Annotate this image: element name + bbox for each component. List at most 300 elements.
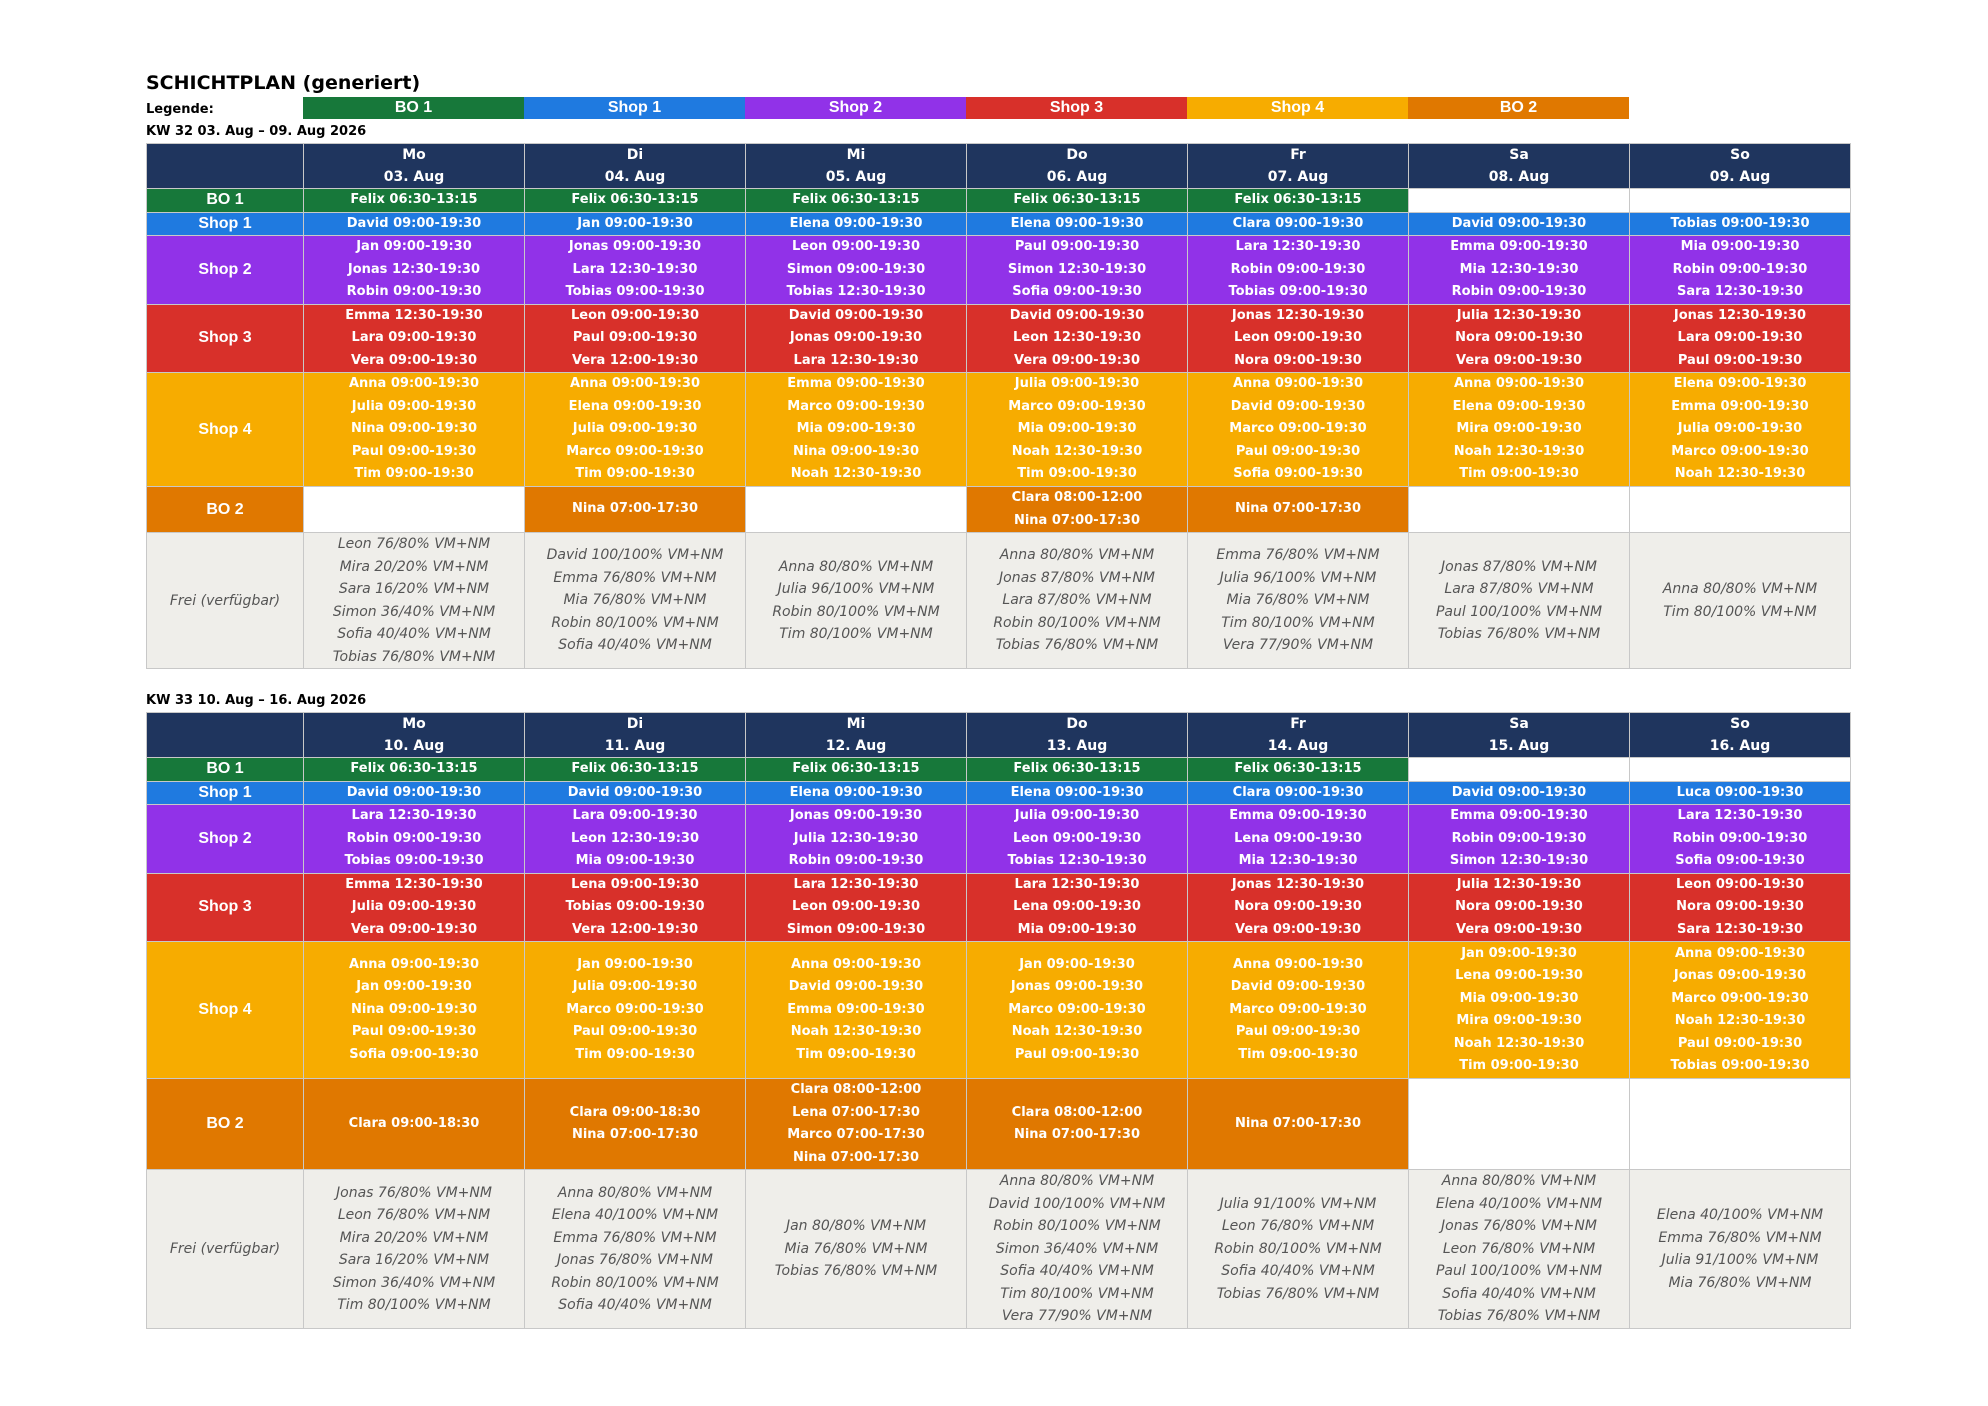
shift-entry: Vera 12:00-19:30	[571, 352, 699, 368]
availability-entry: Leon 76/80% VM+NM	[337, 1207, 491, 1223]
shift-cell	[525, 236, 746, 305]
shift-entry: Tim 09:00-19:30	[1238, 1046, 1358, 1062]
shift-cell	[1630, 781, 1851, 805]
shift-entry: Felix 06:30-13:15	[792, 192, 920, 207]
shift-entry: Lena 09:00-19:30	[1013, 899, 1141, 914]
shift-cell	[746, 805, 967, 874]
day-name: So	[1730, 147, 1750, 163]
shift-row-shop2	[147, 805, 1851, 874]
shift-entry: Robin 09:00-19:30	[1451, 830, 1587, 846]
shift-row-bo1	[147, 758, 1851, 782]
day-date: 16. Aug	[1709, 738, 1771, 754]
shift-entry: Tobias 09:00-19:30	[1670, 1058, 1810, 1073]
shift-cell	[304, 781, 525, 805]
shift-entry: Paul 09:00-19:30	[351, 1024, 477, 1040]
shift-entry: Paul 09:00-19:30	[351, 443, 477, 459]
day-date: 06. Aug	[1046, 169, 1108, 185]
day-date: 13. Aug	[1046, 738, 1108, 754]
shift-cell	[967, 189, 1188, 213]
shift-entry: Jan 09:00-19:30	[356, 239, 472, 254]
shift-entry: Sofia 09:00-19:30	[1233, 466, 1363, 482]
availability-entry: Lara 87/80% VM+NM	[1444, 581, 1594, 597]
shift-cell	[1630, 942, 1851, 1079]
shift-entry: Robin 09:00-19:30	[346, 284, 482, 299]
shift-entry: Nina 07:00-17:30	[571, 1127, 699, 1142]
shift-entry: Julia 09:00-19:30	[1677, 421, 1803, 437]
availability-entry: Julia 96/100% VM+NM	[1219, 569, 1377, 586]
shift-entry: Tobias 09:00-19:30	[1228, 284, 1368, 299]
shift-cell	[1188, 781, 1409, 805]
shift-entry: Julia 09:00-19:30	[1014, 376, 1140, 392]
availability-entry: Mia 76/80% VM+NM	[1668, 1274, 1812, 1291]
shift-entry: Marco 09:00-19:30	[787, 398, 925, 414]
availability-entry: Anna 80/80% VM+NM	[1662, 581, 1818, 597]
legend-item-shop4: Shop 4	[1187, 97, 1408, 119]
shift-entry: Marco 09:00-19:30	[1229, 421, 1367, 437]
shift-entry: David 09:00-19:30	[1451, 784, 1587, 800]
availability-entry: Lara 87/80% VM+NM	[1002, 592, 1152, 609]
shift-entry: Leon 09:00-19:30	[792, 899, 920, 914]
day-header	[304, 713, 525, 758]
shift-entry: David 09:00-19:30	[1009, 307, 1145, 323]
shift-entry: Mia 12:30-19:30	[1459, 261, 1579, 277]
shift-cell	[1188, 304, 1409, 373]
shift-entry: Mia 12:30-19:30	[1238, 853, 1358, 868]
day-date: 15. Aug	[1488, 738, 1550, 754]
shift-cell	[1188, 189, 1409, 213]
day-name: Sa	[1509, 147, 1529, 163]
shift-entry: Sofia 09:00-19:30	[1012, 284, 1142, 299]
shift-entry: Emma 09:00-19:30	[1229, 808, 1367, 823]
day-date: 14. Aug	[1267, 738, 1329, 754]
shift-entry: Jonas 09:00-19:30	[1010, 979, 1144, 995]
shift-entry: Elena 09:00-19:30	[789, 784, 923, 800]
row-label: BO 1	[147, 189, 304, 213]
shift-entry: Tim 09:00-19:30	[575, 466, 695, 482]
shift-entry: Lena 09:00-19:30	[1234, 830, 1362, 846]
shift-entry: Leon 09:00-19:30	[1013, 830, 1141, 846]
shift-entry: Robin 09:00-19:30	[788, 853, 924, 868]
shift-entry: Simon 12:30-19:30	[1007, 261, 1147, 277]
shift-cell	[304, 1079, 525, 1170]
shift-entry: Clara 09:00-18:30	[569, 1104, 701, 1120]
shift-cell	[1188, 373, 1409, 487]
availability-entry: Sofia 40/40% VM+NM	[1221, 1263, 1375, 1280]
shift-entry: Robin 09:00-19:30	[1451, 284, 1587, 299]
shift-cell	[746, 236, 967, 305]
availability-entry: Simon 36/40% VM+NM	[332, 603, 496, 620]
shift-entry: Tobias 09:00-19:30	[565, 899, 705, 914]
shift-cell	[746, 1079, 967, 1170]
frei-row	[147, 1170, 1851, 1329]
shift-cell	[304, 805, 525, 874]
day-header	[967, 713, 1188, 758]
shift-cell	[304, 304, 525, 373]
day-date: 04. Aug	[604, 169, 666, 185]
shift-entry: Julia 09:00-19:30	[572, 421, 698, 437]
shift-entry: Mia 09:00-19:30	[796, 421, 916, 437]
shift-cell	[967, 1079, 1188, 1170]
shift-entry: Tim 09:00-19:30	[1459, 466, 1579, 482]
shift-entry: Tobias 12:30-19:30	[1007, 853, 1147, 868]
shift-entry: Nora 09:00-19:30	[1234, 899, 1362, 914]
shift-cell	[1188, 212, 1409, 236]
shift-entry: Felix 06:30-13:15	[1013, 761, 1141, 776]
shift-entry: Lara 09:00-19:30	[1677, 330, 1803, 345]
shift-entry: Elena 09:00-19:30	[1673, 376, 1807, 392]
shift-entry: Lara 12:30-19:30	[1014, 876, 1140, 892]
shift-row-shop2	[147, 236, 1851, 305]
shift-entry: Paul 09:00-19:30	[572, 1024, 698, 1040]
shift-entry: David 09:00-19:30	[346, 784, 482, 800]
shift-entry: Jonas 12:30-19:30	[1231, 307, 1365, 323]
empty-cell	[1409, 487, 1630, 533]
shift-entry: Tobias 09:00-19:30	[565, 284, 705, 299]
shift-cell	[1630, 873, 1851, 942]
shift-entry: Jonas 09:00-19:30	[568, 239, 702, 254]
shift-entry: Anna 09:00-19:30	[1453, 376, 1585, 392]
shift-entry: Nina 07:00-17:30	[1013, 512, 1141, 528]
shift-entry: Emma 12:30-19:30	[345, 876, 483, 892]
legend-item-shop2: Shop 2	[745, 97, 966, 119]
day-date: 11. Aug	[604, 738, 666, 754]
shift-entry: Simon 12:30-19:30	[1449, 853, 1589, 868]
shift-entry: Luca 09:00-19:30	[1676, 784, 1804, 800]
shift-entry: Leon 09:00-19:30	[1676, 876, 1804, 892]
frei-cell	[967, 1170, 1188, 1329]
availability-entry: Simon 36/40% VM+NM	[995, 1240, 1159, 1257]
day-header	[1188, 144, 1409, 189]
shift-entry: Sofia 09:00-19:30	[349, 1046, 479, 1062]
day-header	[1409, 713, 1630, 758]
frei-cell	[746, 533, 967, 669]
empty-cell	[304, 487, 525, 533]
shift-entry: Julia 09:00-19:30	[351, 398, 477, 414]
availability-entry: Tim 80/100% VM+NM	[1221, 614, 1375, 631]
day-header	[746, 144, 967, 189]
shift-entry: Jonas 09:00-19:30	[789, 808, 923, 823]
shift-cell	[746, 212, 967, 236]
shift-cell	[967, 373, 1188, 487]
availability-entry: Tobias 76/80% VM+NM	[332, 648, 496, 665]
row-label: BO 1	[147, 758, 304, 782]
shift-entry: Leon 12:30-19:30	[1013, 330, 1141, 345]
shift-cell	[746, 373, 967, 487]
week-table	[146, 712, 1851, 1329]
shift-row-shop3	[147, 304, 1851, 373]
shift-cell	[1188, 236, 1409, 305]
shift-entry: Lena 09:00-19:30	[1455, 968, 1583, 983]
shift-cell	[746, 758, 967, 782]
shift-entry: Jonas 09:00-19:30	[1673, 968, 1807, 983]
day-header	[525, 144, 746, 189]
day-name: Mi	[846, 147, 866, 163]
shift-cell	[746, 942, 967, 1079]
shift-entry: Jonas 12:30-19:30	[1231, 876, 1365, 892]
shift-entry: Mia 09:00-19:30	[1017, 921, 1137, 937]
shift-entry: Marco 09:00-19:30	[1671, 443, 1809, 459]
availability-entry: Tobias 76/80% VM+NM	[1437, 1308, 1601, 1325]
shift-entry: Noah 12:30-19:30	[790, 466, 922, 482]
shift-entry: Paul 09:00-19:30	[1014, 239, 1140, 254]
availability-entry: Anna 80/80% VM+NM	[1441, 1173, 1597, 1190]
shift-entry: Emma 09:00-19:30	[1671, 398, 1809, 414]
day-date: 07. Aug	[1267, 169, 1329, 185]
availability-entry: Tobias 76/80% VM+NM	[1216, 1285, 1380, 1302]
shift-entry: David 09:00-19:30	[567, 784, 703, 800]
shift-entry: Jan 09:00-19:30	[1019, 956, 1135, 972]
shift-entry: Anna 09:00-19:30	[569, 376, 701, 392]
empty-cell	[746, 487, 967, 533]
row-label: BO 2	[147, 1079, 304, 1170]
shift-cell	[525, 1079, 746, 1170]
availability-entry: Anna 80/80% VM+NM	[557, 1184, 713, 1201]
day-header	[1630, 713, 1851, 758]
availability-entry: Tobias 76/80% VM+NM	[1437, 626, 1601, 642]
shift-entry: Lara 12:30-19:30	[793, 876, 919, 892]
shift-entry: Marco 07:00-17:30	[787, 1127, 925, 1142]
shift-cell	[1630, 212, 1851, 236]
shift-cell	[1188, 758, 1409, 782]
shift-entry: Anna 09:00-19:30	[348, 956, 480, 972]
shift-entry: Clara 09:00-19:30	[1232, 784, 1364, 800]
shift-cell	[1630, 373, 1851, 487]
shift-cell	[304, 758, 525, 782]
shift-entry: Jan 09:00-19:30	[1461, 945, 1577, 961]
shift-entry: Mia 09:00-19:30	[575, 853, 695, 868]
shift-cell	[967, 758, 1188, 782]
day-name: Di	[626, 716, 644, 732]
availability-entry: Jonas 87/80% VM+NM	[999, 569, 1155, 586]
legend-item-shop1: Shop 1	[524, 97, 745, 119]
shift-entry: Tobias 12:30-19:30	[786, 284, 926, 299]
shift-entry: Elena 09:00-19:30	[1452, 398, 1586, 414]
empty-cell	[1630, 487, 1851, 533]
shift-cell	[525, 304, 746, 373]
shift-entry: Nina 07:00-17:30	[571, 501, 699, 517]
availability-entry: Mia 76/80% VM+NM	[784, 1240, 928, 1257]
shift-entry: Vera 09:00-19:30	[350, 921, 478, 937]
shift-entry: Leon 09:00-19:30	[1234, 330, 1362, 345]
row-label: Shop 2	[147, 236, 304, 305]
shift-entry: Robin 09:00-19:30	[1672, 830, 1808, 846]
day-date: 10. Aug	[383, 738, 445, 754]
availability-entry: Sofia 40/40% VM+NM	[1442, 1285, 1596, 1302]
shift-entry: Noah 12:30-19:30	[1453, 1035, 1585, 1051]
shift-entry: Felix 06:30-13:15	[350, 192, 478, 207]
shift-cell	[1630, 805, 1851, 874]
shift-cell	[304, 373, 525, 487]
shift-entry: Julia 12:30-19:30	[793, 830, 919, 846]
row-label: Shop 1	[147, 212, 304, 236]
shift-cell	[1188, 1079, 1409, 1170]
shift-entry: Anna 09:00-19:30	[1232, 376, 1364, 392]
shift-row-bo2	[147, 487, 1851, 533]
shift-cell	[967, 304, 1188, 373]
availability-entry: Paul 100/100% VM+NM	[1435, 1263, 1603, 1280]
shift-entry: Felix 06:30-13:15	[1234, 192, 1362, 207]
shift-entry: Vera 09:00-19:30	[1455, 352, 1583, 368]
shift-entry: Anna 09:00-19:30	[790, 956, 922, 972]
shift-entry: Mia 09:00-19:30	[1017, 421, 1137, 437]
shift-cell	[1409, 304, 1630, 373]
shift-entry: Jonas 09:00-19:30	[789, 330, 923, 345]
day-name: Mo	[402, 147, 426, 163]
day-header	[525, 713, 746, 758]
shift-entry: Julia 09:00-19:30	[1014, 808, 1140, 823]
shift-entry: Leon 09:00-19:30	[571, 307, 699, 323]
empty-cell	[1630, 189, 1851, 213]
availability-entry: Leon 76/80% VM+NM	[1442, 1240, 1596, 1257]
day-name: Fr	[1290, 147, 1306, 163]
shift-cell	[1630, 236, 1851, 305]
availability-entry: Jonas 76/80% VM+NM	[557, 1252, 713, 1268]
availability-entry: Anna 80/80% VM+NM	[999, 1173, 1155, 1190]
shift-entry: Elena 09:00-19:30	[789, 215, 923, 231]
shift-entry: Julia 12:30-19:30	[1456, 307, 1582, 323]
availability-entry: Julia 91/100% VM+NM	[1661, 1252, 1819, 1268]
shift-entry: Tobias 09:00-19:30	[1670, 215, 1810, 231]
shift-entry: Tim 09:00-19:30	[796, 1046, 916, 1062]
shift-row-shop4	[147, 942, 1851, 1079]
day-date: 08. Aug	[1488, 169, 1550, 185]
shift-entry: Anna 09:00-19:30	[1232, 956, 1364, 972]
shift-entry: Tim 09:00-19:30	[354, 466, 474, 482]
shift-row-bo1	[147, 189, 1851, 213]
shift-entry: Robin 09:00-19:30	[1672, 261, 1808, 277]
shift-cell	[746, 304, 967, 373]
shift-entry: Paul 09:00-19:30	[572, 330, 698, 345]
shift-entry: Leon 09:00-19:30	[792, 239, 920, 254]
shift-cell	[1409, 236, 1630, 305]
row-label: Shop 1	[147, 781, 304, 805]
frei-label: Frei (verfügbar)	[147, 533, 304, 669]
shift-cell	[304, 942, 525, 1079]
shift-entry: Clara 09:00-19:30	[1232, 215, 1364, 231]
day-date: 09. Aug	[1709, 169, 1771, 185]
shift-entry: Lara 12:30-19:30	[351, 808, 477, 823]
day-header	[746, 713, 967, 758]
frei-cell	[1188, 1170, 1409, 1329]
shift-cell	[525, 373, 746, 487]
availability-entry: Elena 40/100% VM+NM	[551, 1207, 719, 1223]
shift-entry: Mira 09:00-19:30	[1456, 421, 1582, 437]
shift-entry: Emma 09:00-19:30	[1450, 239, 1588, 254]
shift-entry: Julia 09:00-19:30	[351, 899, 477, 914]
shift-entry: Jonas 12:30-19:30	[347, 261, 481, 277]
shift-entry: Anna 09:00-19:30	[1674, 945, 1806, 961]
shift-cell	[1409, 373, 1630, 487]
shift-entry: Paul 09:00-19:30	[1014, 1046, 1140, 1062]
shift-row-bo2	[147, 1079, 1851, 1170]
shift-entry: Lena 09:00-19:30	[571, 876, 699, 892]
day-date: 12. Aug	[825, 738, 887, 754]
shift-entry: Jonas 12:30-19:30	[1673, 307, 1807, 323]
availability-entry: Mira 20/20% VM+NM	[339, 1229, 489, 1246]
shift-entry: Emma 09:00-19:30	[1450, 808, 1588, 823]
day-header	[1409, 144, 1630, 189]
shift-entry: Nina 07:00-17:30	[792, 1149, 920, 1165]
shift-entry: Lara 12:30-19:30	[1677, 808, 1803, 823]
shift-entry: Julia 09:00-19:30	[572, 979, 698, 995]
shift-entry: Emma 09:00-19:30	[787, 376, 925, 392]
empty-cell	[1630, 1079, 1851, 1170]
day-header-row	[147, 144, 1851, 189]
day-name: Fr	[1290, 716, 1306, 732]
shift-entry: Paul 09:00-19:30	[1235, 1024, 1361, 1040]
shift-entry: Noah 12:30-19:30	[1674, 1013, 1806, 1028]
availability-entry: Vera 77/90% VM+NM	[1001, 1308, 1153, 1325]
shift-cell	[967, 236, 1188, 305]
availability-entry: Anna 80/80% VM+NM	[778, 558, 934, 575]
empty-cell	[1409, 189, 1630, 213]
frei-cell	[746, 1170, 967, 1329]
header-corner	[147, 713, 304, 758]
availability-entry: Jan 80/80% VM+NM	[785, 1218, 927, 1235]
day-header	[1630, 144, 1851, 189]
frei-label: Frei (verfügbar)	[147, 1170, 304, 1329]
frei-cell	[967, 533, 1188, 669]
shift-entry: Felix 06:30-13:15	[792, 761, 920, 776]
shift-entry: Leon 12:30-19:30	[571, 830, 699, 846]
shift-entry: Tim 09:00-19:30	[1459, 1058, 1579, 1073]
shift-entry: Nina 07:00-17:30	[1234, 1115, 1362, 1131]
shift-row-shop1	[147, 781, 1851, 805]
frei-cell	[525, 533, 746, 669]
shift-entry: Sofia 09:00-19:30	[1675, 853, 1805, 868]
shift-entry: Nora 09:00-19:30	[1676, 899, 1804, 914]
day-name: So	[1730, 716, 1750, 732]
shift-cell	[304, 189, 525, 213]
shift-entry: Felix 06:30-13:15	[1013, 192, 1141, 207]
availability-entry: Emma 76/80% VM+NM	[1216, 547, 1380, 564]
legend-item-bo1: BO 1	[303, 97, 524, 119]
shift-cell	[1409, 781, 1630, 805]
shift-entry: Marco 09:00-19:30	[1008, 398, 1146, 414]
row-label: Shop 3	[147, 873, 304, 942]
shift-cell	[967, 805, 1188, 874]
availability-entry: Elena 40/100% VM+NM	[1435, 1195, 1603, 1212]
shift-cell	[525, 189, 746, 213]
shift-cell	[1630, 304, 1851, 373]
availability-entry: Mia 76/80% VM+NM	[563, 592, 707, 609]
legend-label: Legende:	[146, 102, 214, 117]
availability-entry: Julia 91/100% VM+NM	[1219, 1195, 1377, 1212]
shift-entry: Lara 12:30-19:30	[1235, 239, 1361, 254]
availability-entry: Tim 80/100% VM+NM	[337, 1297, 491, 1313]
shift-entry: Elena 09:00-19:30	[1010, 784, 1144, 800]
shift-entry: Lara 09:00-19:30	[572, 808, 698, 823]
day-name: Do	[1066, 147, 1088, 163]
frei-cell	[1630, 1170, 1851, 1329]
shift-entry: Noah 12:30-19:30	[1011, 1024, 1143, 1040]
week-label: KW 33 10. Aug – 16. Aug 2026	[146, 693, 367, 708]
shift-entry: Lara 09:00-19:30	[351, 330, 477, 345]
shift-entry: Vera 09:00-19:30	[350, 352, 478, 368]
shift-entry: Simon 09:00-19:30	[786, 921, 926, 937]
shift-entry: Robin 09:00-19:30	[346, 830, 482, 846]
availability-entry: David 100/100% VM+NM	[546, 547, 724, 564]
shift-cell	[525, 781, 746, 805]
shift-entry: Clara 08:00-12:00	[790, 1082, 922, 1097]
shift-entry: Elena 09:00-19:30	[1010, 215, 1144, 231]
shift-cell	[525, 805, 746, 874]
shift-entry: Mia 09:00-19:30	[1680, 239, 1800, 254]
availability-entry: Emma 76/80% VM+NM	[553, 569, 717, 586]
availability-entry: Robin 80/100% VM+NM	[993, 1218, 1161, 1235]
frei-cell	[304, 533, 525, 669]
week-label: KW 32 03. Aug – 09. Aug 2026	[146, 124, 367, 139]
